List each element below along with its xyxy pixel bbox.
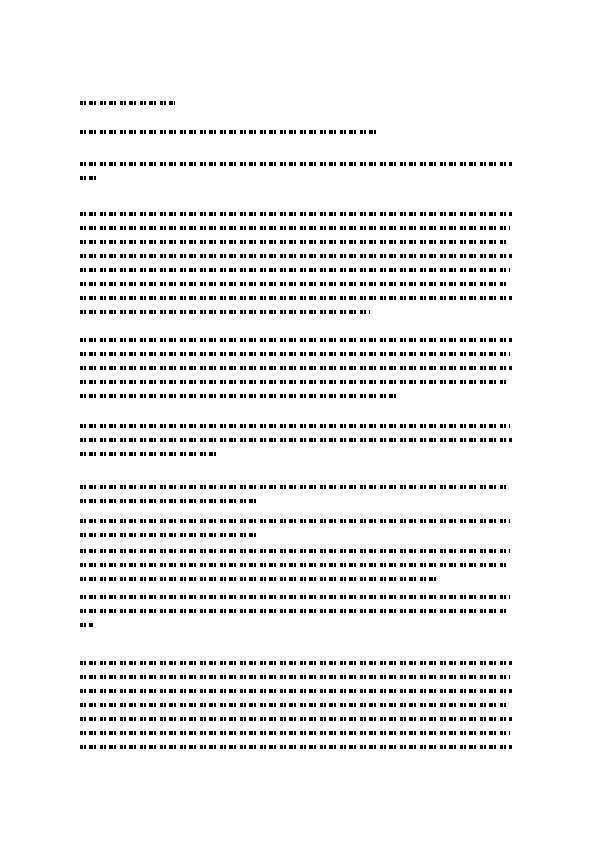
- text-line: [80, 726, 520, 740]
- document-subheading: [80, 125, 520, 139]
- text-line: [80, 263, 520, 277]
- text-line: [80, 305, 520, 319]
- body-paragraph: [80, 544, 520, 586]
- text-line: [80, 291, 520, 305]
- body-paragraph: [80, 419, 520, 461]
- text-line: [80, 618, 520, 632]
- text-line: [80, 333, 520, 347]
- body-paragraph: [80, 590, 520, 632]
- body-paragraph: [80, 207, 520, 319]
- text-line: [80, 604, 520, 618]
- text-line: [80, 528, 520, 542]
- text-line: [80, 389, 520, 403]
- lead-paragraph: [80, 157, 520, 185]
- document-heading: [80, 96, 520, 110]
- text-line: [80, 572, 520, 586]
- heading-line: [80, 96, 520, 110]
- text-line: [80, 171, 520, 185]
- text-line: [80, 558, 520, 572]
- text-line: [80, 698, 520, 712]
- text-line: [80, 544, 520, 558]
- text-line: [80, 447, 520, 461]
- text-line: [80, 480, 520, 494]
- text-line: [80, 684, 520, 698]
- text-line: [80, 590, 520, 604]
- text-line: [80, 375, 520, 389]
- text-line: [80, 347, 520, 361]
- subheading-line: [80, 125, 520, 139]
- text-line: [80, 670, 520, 684]
- text-line: [80, 157, 520, 171]
- text-line: [80, 433, 520, 447]
- body-paragraph: [80, 333, 520, 403]
- text-line: [80, 221, 520, 235]
- text-line: [80, 712, 520, 726]
- text-line: [80, 207, 520, 221]
- text-line: [80, 514, 520, 528]
- text-line: [80, 249, 520, 263]
- text-line: [80, 740, 520, 754]
- text-line: [80, 361, 520, 375]
- body-paragraph: [80, 656, 520, 754]
- text-line: [80, 419, 520, 433]
- body-paragraph: [80, 514, 520, 542]
- text-line: [80, 235, 520, 249]
- text-line: [80, 494, 520, 508]
- text-line: [80, 277, 520, 291]
- text-line: [80, 656, 520, 670]
- body-paragraph: [80, 480, 520, 508]
